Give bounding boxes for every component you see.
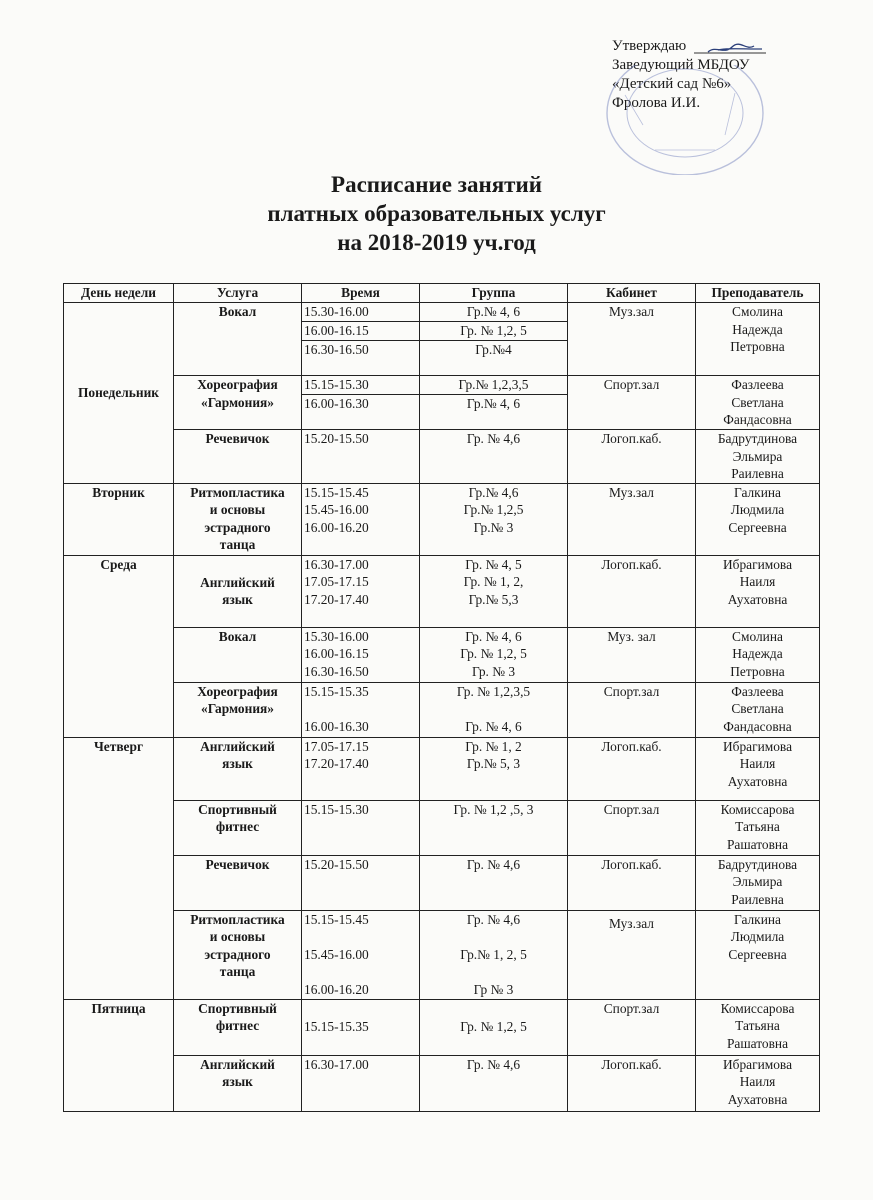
- group-cell: Гр. № 1,2, 5: [420, 999, 568, 1055]
- stamp-image: [585, 65, 785, 175]
- teacher-line: Фазлеева: [731, 683, 784, 699]
- teacher-line: Комиссарова: [720, 1000, 795, 1016]
- room-cell: Муз.зал: [568, 910, 696, 999]
- time-cell: [302, 910, 420, 999]
- teacher-line: Наиля: [739, 574, 776, 589]
- table-row: [64, 303, 820, 322]
- time-line: 17.20-17.40: [304, 591, 369, 607]
- time-line: 15.15-15.45: [304, 911, 369, 927]
- group-line: Гр.№ 5, 3: [466, 756, 521, 771]
- service-cell: Речевичок: [174, 430, 302, 484]
- approval-line-1: Утверждаю: [612, 38, 687, 54]
- spacer: [422, 928, 565, 946]
- teacher-line: Рашатовна: [726, 836, 789, 852]
- service-cell: Вокал: [174, 627, 302, 682]
- service-line: фитнес: [215, 819, 260, 834]
- group-line: Гр. № 1,2, 5: [460, 646, 527, 661]
- service-cell: [174, 999, 302, 1055]
- table-row: [64, 627, 820, 682]
- teacher-line: Фандасовна: [723, 412, 792, 427]
- teacher-line: Бадрутдинова: [717, 856, 798, 872]
- time-cell: [302, 737, 420, 800]
- room-cell: Логоп.каб.: [568, 555, 696, 627]
- teacher-cell: [696, 1055, 820, 1111]
- teacher-line: Ибрагимова: [722, 1056, 793, 1072]
- table-row: [64, 430, 820, 484]
- day-cell: Вторник: [64, 483, 174, 555]
- teacher-cell: [696, 376, 820, 430]
- service-cell: [174, 1055, 302, 1111]
- time-line: 16.00-16.20: [304, 981, 369, 997]
- service-line: Английский: [200, 738, 275, 754]
- group-line: Гр. № 3: [471, 663, 516, 679]
- teacher-cell: [696, 483, 820, 555]
- teacher-line: Светлана: [731, 701, 784, 716]
- group-cell: Гр.№4: [420, 341, 568, 376]
- time-cell: 15.15-15.35: [302, 999, 420, 1055]
- service-line: «Гармония»: [201, 394, 274, 410]
- teacher-line: Светлана: [731, 394, 784, 410]
- time-line: 17.05-17.15: [304, 574, 369, 589]
- service-cell: [174, 376, 302, 430]
- group-cell: Гр. № 4,6: [420, 430, 568, 484]
- group-line: Гр. № 4, 6: [465, 628, 522, 644]
- service-line: язык: [222, 592, 253, 607]
- time-cell: 15.15-15.30: [302, 800, 420, 855]
- group-cell: [420, 737, 568, 800]
- teacher-line: Петровна: [730, 339, 785, 354]
- teacher-line: Галкина: [734, 911, 781, 927]
- group-line: Гр. № 4, 5: [465, 556, 522, 572]
- teacher-line: Фандасовна: [723, 718, 792, 734]
- teacher-cell: [696, 910, 820, 999]
- spacer: [304, 928, 417, 946]
- group-line: Гр № 3: [473, 981, 514, 997]
- time-cell: 15.15-15.30: [302, 376, 420, 395]
- service-line: эстрадного: [204, 519, 271, 535]
- day-cell: Четверг: [64, 737, 174, 999]
- time-line: 15.45-16.00: [304, 946, 369, 962]
- teacher-line: Комиссарова: [720, 801, 795, 817]
- teacher-line: Ибрагимова: [722, 556, 793, 572]
- approval-line-4: Фролова И.И.: [612, 95, 701, 111]
- time-cell: 16.00-16.15: [302, 322, 420, 341]
- teacher-line: Ибрагимова: [722, 738, 793, 754]
- time-cell: 15.20-15.50: [302, 430, 420, 484]
- teacher-line: Аухатовна: [727, 773, 788, 789]
- service-cell: [174, 303, 302, 376]
- schedule-table: [63, 283, 820, 1112]
- day-cell: Понедельник: [64, 303, 174, 484]
- teacher-line: Эльмира: [732, 874, 783, 889]
- teacher-line: Галкина: [734, 484, 781, 500]
- teacher-line: Сергеевна: [728, 519, 787, 535]
- document-title: [0, 170, 873, 257]
- approval-line-3: «Детский сад №6»: [612, 76, 732, 92]
- service-line: и основы: [209, 502, 266, 517]
- service-cell: [174, 483, 302, 555]
- table-row: [64, 855, 820, 910]
- group-line: Гр.№ 5,3: [468, 591, 519, 607]
- service-line: Спортивный: [198, 801, 277, 817]
- time-line: 15.15-15.45: [304, 484, 369, 500]
- table-row: [64, 1055, 820, 1111]
- group-line: Гр. № 1, 2,: [463, 574, 524, 589]
- service-line: Английский: [200, 1056, 275, 1072]
- room-cell: Спорт.зал: [568, 800, 696, 855]
- teacher-line: Аухатовна: [727, 1091, 788, 1107]
- table-header-row: [64, 284, 820, 303]
- service-line: и основы: [209, 929, 266, 944]
- group-cell: Гр.№ 4, 6: [420, 303, 568, 322]
- teacher-line: Наиля: [739, 1074, 776, 1089]
- time-line: 16.00-16.20: [304, 519, 369, 535]
- room-cell: Спорт.зал: [568, 682, 696, 737]
- room-cell: Муз.зал: [568, 303, 696, 376]
- service-line: язык: [222, 756, 253, 771]
- group-line: Гр. № 4,6: [466, 911, 521, 927]
- teacher-cell: [696, 800, 820, 855]
- teacher-line: Аухатовна: [727, 591, 788, 607]
- time-line: 16.30-17.00: [304, 556, 369, 572]
- service-line: Ритмопластика: [190, 911, 285, 927]
- group-cell: [420, 555, 568, 627]
- spacer: [422, 700, 565, 718]
- service-cell: Речевичок: [174, 855, 302, 910]
- teacher-cell: [696, 430, 820, 484]
- teacher-cell: [696, 999, 820, 1055]
- header-group: Группа: [420, 284, 568, 303]
- title-line-2: платных образовательных услуг: [267, 201, 606, 226]
- header-time: Время: [302, 284, 420, 303]
- time-cell: 16.30-16.50: [302, 341, 420, 376]
- teacher-line: Надежда: [732, 321, 783, 337]
- header-room: Кабинет: [568, 284, 696, 303]
- teacher-line: Татьяна: [735, 1018, 780, 1033]
- teacher-line: Людмила: [730, 502, 785, 517]
- day-cell: Пятница: [64, 999, 174, 1111]
- room-cell: Спорт.зал: [568, 376, 696, 430]
- table-row: [64, 999, 820, 1055]
- room-cell: Логоп.каб.: [568, 855, 696, 910]
- title-line-3: на 2018-2019 уч.год: [337, 230, 536, 255]
- group-line: Гр. № 1, 2: [465, 738, 522, 754]
- table-row: [64, 910, 820, 999]
- day-cell: Среда: [64, 555, 174, 737]
- time-cell: 16.00-16.30: [302, 395, 420, 430]
- group-line: Гр.№ 3: [473, 519, 514, 535]
- time-line: 15.45-16.00: [304, 502, 369, 517]
- time-line: 16.30-16.50: [304, 663, 369, 679]
- teacher-line: Смолина: [732, 628, 783, 644]
- group-cell: [420, 483, 568, 555]
- teacher-line: Раилевна: [731, 891, 784, 907]
- table-row: [64, 483, 820, 555]
- group-cell: [420, 627, 568, 682]
- group-line: Гр.№ 1,2,5: [463, 502, 524, 517]
- service-line: фитнес: [215, 1018, 260, 1033]
- time-line: 16.00-16.15: [304, 646, 369, 661]
- room-cell: Логоп.каб.: [568, 737, 696, 800]
- service-cell: [174, 737, 302, 800]
- approval-line-2: Заведующий МБДОУ: [612, 57, 750, 73]
- service-cell: [174, 682, 302, 737]
- time-cell: [302, 682, 420, 737]
- spacer: [304, 963, 417, 981]
- time-cell: [302, 555, 420, 627]
- header-service: Услуга: [174, 284, 302, 303]
- service-cell: [174, 910, 302, 999]
- group-line: Гр.№ 1, 2, 5: [460, 946, 527, 962]
- teacher-cell: [696, 737, 820, 800]
- room-cell: Муз.зал: [568, 483, 696, 555]
- group-cell: Гр.№ 4, 6: [420, 395, 568, 430]
- table-row: [64, 800, 820, 855]
- teacher-cell: [696, 682, 820, 737]
- teacher-line: Раилевна: [731, 466, 784, 481]
- time-cell: 15.30-16.00: [302, 303, 420, 322]
- teacher-line: Татьяна: [735, 819, 780, 834]
- teacher-line: Рашатовна: [726, 1035, 789, 1051]
- signature-image: [694, 43, 766, 57]
- spacer: [422, 963, 565, 981]
- group-cell: [420, 682, 568, 737]
- room-cell: Муз. зал: [568, 627, 696, 682]
- title-line-1: Расписание занятий: [331, 172, 542, 197]
- time-cell: [302, 627, 420, 682]
- service-cell: [174, 800, 302, 855]
- teacher-cell: [696, 555, 820, 627]
- room-cell: Логоп.каб.: [568, 1055, 696, 1111]
- teacher-line: Петровна: [730, 663, 785, 679]
- teacher-line: Наиля: [739, 756, 776, 771]
- table-row: [64, 555, 820, 627]
- service-line: танца: [219, 964, 256, 979]
- teacher-cell: [696, 627, 820, 682]
- service-line: Хореография: [197, 683, 278, 699]
- group-cell: [420, 910, 568, 999]
- service-line: Спортивный: [198, 1000, 277, 1016]
- group-cell: Гр.№ 1,2,3,5: [420, 376, 568, 395]
- time-line: 15.30-16.00: [304, 628, 369, 644]
- time-line: 16.00-16.30: [304, 718, 369, 734]
- group-line: Гр. № 1,2,3,5: [456, 683, 531, 699]
- time-line: 17.20-17.40: [304, 756, 369, 771]
- time-cell: 16.30-17.00: [302, 1055, 420, 1111]
- service-line: танца: [219, 537, 256, 552]
- group-cell: Гр. № 4,6: [420, 1055, 568, 1111]
- group-line: Гр. № 4, 6: [465, 718, 522, 734]
- service-line: Вокал: [218, 304, 257, 319]
- teacher-line: Людмила: [730, 929, 785, 944]
- service-line: эстрадного: [204, 946, 271, 962]
- room-cell: Спорт.зал: [568, 999, 696, 1055]
- service-line: Английский: [200, 574, 275, 590]
- room-cell: Логоп.каб.: [568, 430, 696, 484]
- teacher-line: Эльмира: [732, 448, 783, 464]
- service-line: Хореография: [197, 377, 278, 392]
- teacher-line: Фазлеева: [731, 377, 784, 392]
- teacher-line: Смолина: [732, 304, 783, 319]
- teacher-line: Надежда: [732, 646, 783, 661]
- teacher-cell: [696, 855, 820, 910]
- service-line: Ритмопластика: [190, 484, 285, 500]
- group-line: Гр.№ 4,6: [468, 484, 519, 500]
- service-cell: [174, 555, 302, 627]
- teacher-line: Сергеевна: [728, 946, 787, 962]
- header-day: День недели: [64, 284, 174, 303]
- service-line: «Гармония»: [201, 701, 274, 716]
- group-cell: Гр. № 1,2, 5: [420, 322, 568, 341]
- teacher-cell: [696, 303, 820, 376]
- table-row: [64, 682, 820, 737]
- table-row: [64, 737, 820, 800]
- time-cell: [302, 483, 420, 555]
- teacher-line: Бадрутдинова: [717, 431, 798, 446]
- header-teacher: Преподаватель: [696, 284, 820, 303]
- table-row: [64, 376, 820, 395]
- group-cell: Гр. № 4,6: [420, 855, 568, 910]
- spacer: [304, 700, 417, 718]
- group-cell: Гр. № 1,2 ,5, 3: [420, 800, 568, 855]
- time-cell: 15.20-15.50: [302, 855, 420, 910]
- time-line: 15.15-15.35: [304, 683, 369, 699]
- service-line: язык: [222, 1074, 253, 1089]
- time-line: 17.05-17.15: [304, 738, 369, 754]
